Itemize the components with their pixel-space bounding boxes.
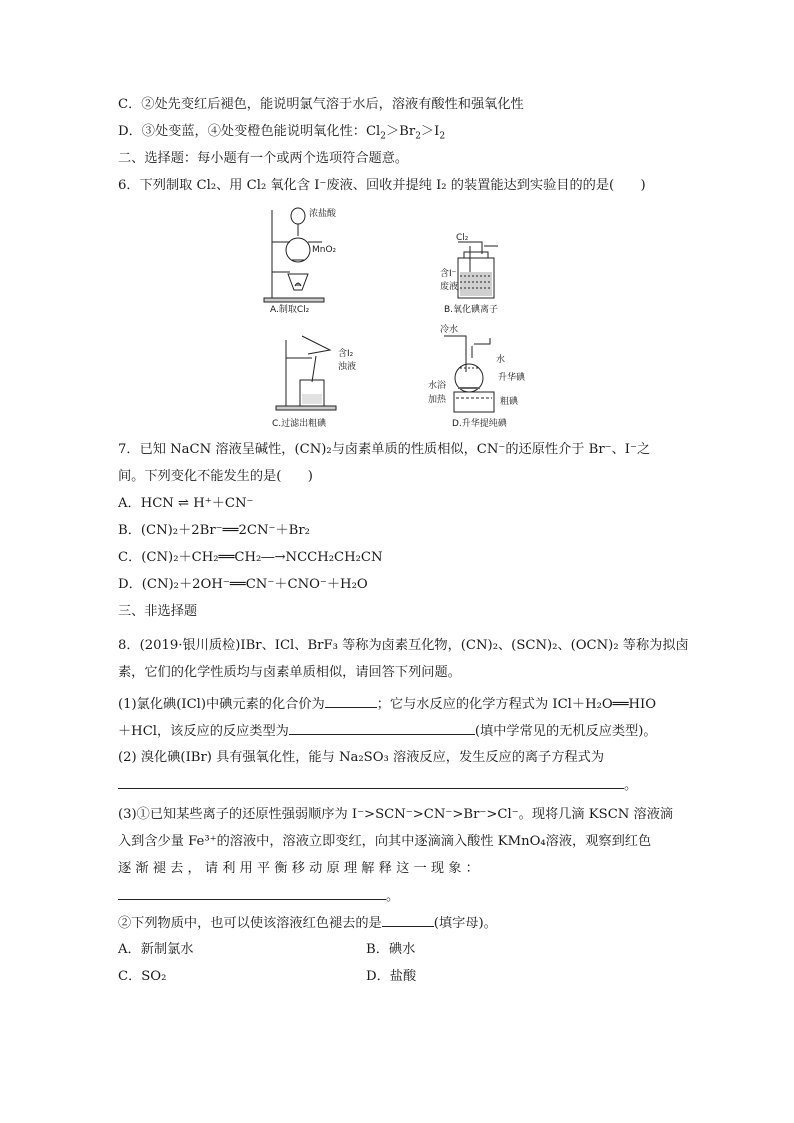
- fig-d-label-4: 水浴: [428, 381, 447, 391]
- q8-part2-line2: 。: [118, 776, 678, 795]
- q6-stem: 6．下列制取 Cl₂、用 Cl₂ 氧化含 I⁻废液、回收并提纯 I₂ 的装置能达到实验目的的是( ): [118, 178, 646, 193]
- q8-part3-line3: 逐 渐 褪 去 ， 请 利 用 平 衡 移 动 原 理 解 释 这 一 现 象 ：: [118, 861, 479, 876]
- fig-a-label-2: MnO₂: [312, 245, 337, 255]
- fig-d-label-6: 粗碘: [500, 397, 519, 407]
- fig-b-label-3: 废液: [440, 282, 459, 292]
- fig-c-label-2: 浊液: [338, 362, 357, 372]
- q8-option-c: C．SO₂: [118, 969, 167, 984]
- fig-b-label-2: 含I⁻: [440, 269, 457, 279]
- fig-c-label-1: 含I₂: [338, 349, 354, 359]
- q7-option-a: A．HCN ⇌ H⁺＋CN⁻: [118, 496, 254, 511]
- q8-part1-line1: (1)氯化碘(ICl)中碘元素的化合价为 ；它与水反应的化学方程式为 ICl＋H₂O══HIO: [118, 697, 657, 712]
- q7-stem-2: 间。下列变化不能发生的是( ): [118, 469, 313, 484]
- fig-a-label-1: 浓盐酸: [309, 209, 337, 219]
- fig-c-caption: C.过滤出粗碘: [272, 419, 327, 429]
- q5-option-d: D．③处变蓝，④处变橙色能说明氧化性：$Cl_2>Br_2>I_2$: [118, 124, 446, 142]
- answer-blank-1[interactable]: [325, 695, 377, 708]
- q8-option-d: D．盐酸: [366, 969, 417, 984]
- q8-option-b: B．碘水: [366, 942, 416, 957]
- fig-d-caption: D.升华提纯碘: [452, 419, 507, 429]
- figure-b-apparatus: [418, 232, 518, 304]
- answer-blank-3[interactable]: [118, 776, 624, 789]
- section-2-heading: 二、选择题：每小题有一个或两个选项符合题意。: [118, 151, 409, 166]
- q8-stem-1: 8．(2019·银川质检)IBr、ICl、BrF₃ 等称为卤素互化物，(CN)₂、(SCN)₂、(OCN)₂ 等称为拟卤: [118, 638, 689, 653]
- q7-option-b: B．(CN)₂＋2Br⁻══2CN⁻＋Br₂: [118, 523, 310, 538]
- figure-c-apparatus: [272, 330, 372, 414]
- figure-a-apparatus: [262, 202, 362, 314]
- fig-b-label-1: Cl₂: [456, 233, 469, 243]
- q8-option-a: A．新制氯水: [118, 942, 194, 957]
- q7-option-c: C．(CN)₂＋CH₂══CH₂―→NCCH₂CH₂CN: [118, 550, 383, 565]
- answer-blank-2[interactable]: [289, 722, 475, 735]
- fig-d-label-5: 加热: [428, 395, 447, 405]
- q7-option-d: D．(CN)₂＋2OH⁻══CN⁻＋CNO⁻＋H₂O: [118, 577, 368, 592]
- section-3-heading: 三、非选择题: [118, 604, 198, 619]
- q7-stem-1: 7．已知 NaCN 溶液呈碱性，(CN)₂与卤素单质的性质相似，CN⁻的还原性介于 Br⁻、I⁻之: [118, 442, 651, 457]
- q8-part3-line2: 入到含少量 Fe³⁺的溶液中，溶液立即变红，向其中逐滴滴入酸性 KMnO₄溶液，观察到红色: [118, 834, 652, 849]
- fig-a-caption: A.制取Cl₂: [270, 305, 310, 315]
- fig-d-label-2: 水: [496, 355, 506, 365]
- q8-stem-2: 素，它们的化学性质均与卤素单质相似，请回答下列问题。: [118, 665, 461, 680]
- q8-part1-line2: ＋HCl，该反应的反应类型为 (填中学常见的无机反应类型)。: [118, 724, 657, 739]
- q5-option-c: C．②处先变红后褪色，能说明氯气溶于水后，溶液有酸性和强氧化性: [118, 97, 524, 112]
- fig-d-label-1: 冷水: [440, 325, 459, 335]
- answer-blank-5[interactable]: [382, 914, 434, 927]
- fig-b-caption: B.氧化碘离子: [444, 305, 499, 315]
- figure-d-apparatus: [424, 322, 544, 416]
- fig-d-label-3: 升华碘: [498, 373, 526, 383]
- q8-part3-question2: ②下列物质中，也可以使该溶液红色褪去的是 (填字母)。: [118, 916, 497, 931]
- q8-part3-line1: (3)①已知某些离子的还原性强弱顺序为 I⁻>SCN⁻>CN⁻>Br⁻>Cl⁻。现将几滴 KSCN 溶液滴: [118, 807, 674, 822]
- q8-part3-line4: 。: [118, 887, 678, 906]
- q8-part2-line1: (2) 溴化碘(IBr) 具有强氧化性，能与 Na₂SO₃ 溶液反应，发生反应的离子方程式为: [118, 750, 605, 765]
- answer-blank-4[interactable]: [118, 887, 386, 900]
